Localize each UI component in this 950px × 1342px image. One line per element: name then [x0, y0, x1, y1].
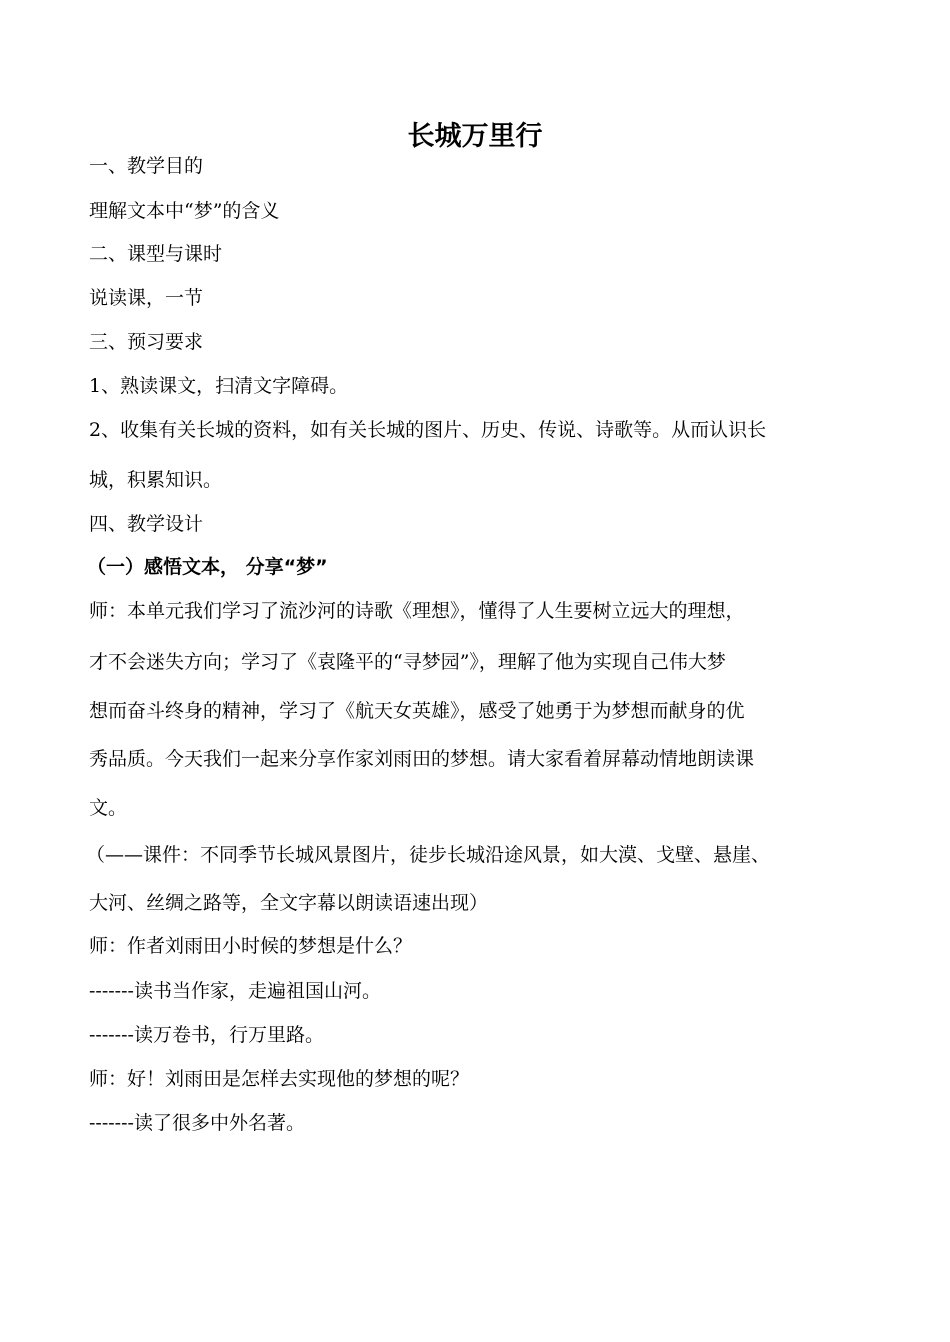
- paragraph-line-1: 师：本单元我们学习了流沙河的诗歌《理想》，懂得了人生要树立远大的理想，: [89, 600, 745, 622]
- paragraph-goal: 理解文本中“梦”的含义: [89, 200, 280, 222]
- paragraph-line-2: 才不会迷失方向；学习了《袁隆平的“寻梦园”》，理解了他为实现自己伟大梦: [89, 651, 726, 673]
- paragraph-line-5: 文。: [89, 797, 128, 819]
- section-heading-1: （一）感悟文本， 分享“梦”: [87, 556, 328, 578]
- question-2: 师：好！刘雨田是怎样去实现他的梦想的呢？: [89, 1068, 470, 1090]
- heading-lesson-type: 二、课型与课时: [89, 243, 223, 265]
- heading-teaching-goal: 一、教学目的: [89, 155, 204, 177]
- preview-item-2-cont: 城，积累知识。: [89, 469, 223, 491]
- preview-item-2: 2、收集有关长城的资料，如有关长城的图片、历史、传说、诗歌等。从而认识长: [89, 419, 767, 441]
- courseware-note-1: （——课件：不同季节长城风景图片，徒步长城沿途风景，如大漠、戈壁、悬崖、: [86, 844, 771, 866]
- answer-3: -------读了很多中外名著。: [89, 1112, 305, 1134]
- courseware-note-2: 大河、丝绸之路等，全文字幕以朗读语速出现）: [89, 892, 489, 914]
- answer-1: -------读书当作家，走遍祖国山河。: [89, 980, 381, 1002]
- paragraph-line-3: 想而奋斗终身的精神，学习了《航天女英雄》，感受了她勇于为梦想而献身的优: [89, 700, 745, 722]
- question-1: 师：作者刘雨田小时候的梦想是什么？: [89, 935, 413, 957]
- heading-design: 四、教学设计: [89, 513, 204, 535]
- paragraph-line-4: 秀品质。今天我们一起来分享作家刘雨田的梦想。请大家看着屏幕动情地朗读课: [89, 748, 755, 770]
- document-title: 长城万里行: [407, 121, 543, 152]
- paragraph-lesson-type: 说读课，一节: [89, 287, 204, 309]
- heading-preview: 三、预习要求: [89, 331, 204, 353]
- answer-2: -------读万卷书，行万里路。: [89, 1024, 324, 1046]
- preview-item-1: 1、熟读课文，扫清文字障碍。: [89, 375, 349, 397]
